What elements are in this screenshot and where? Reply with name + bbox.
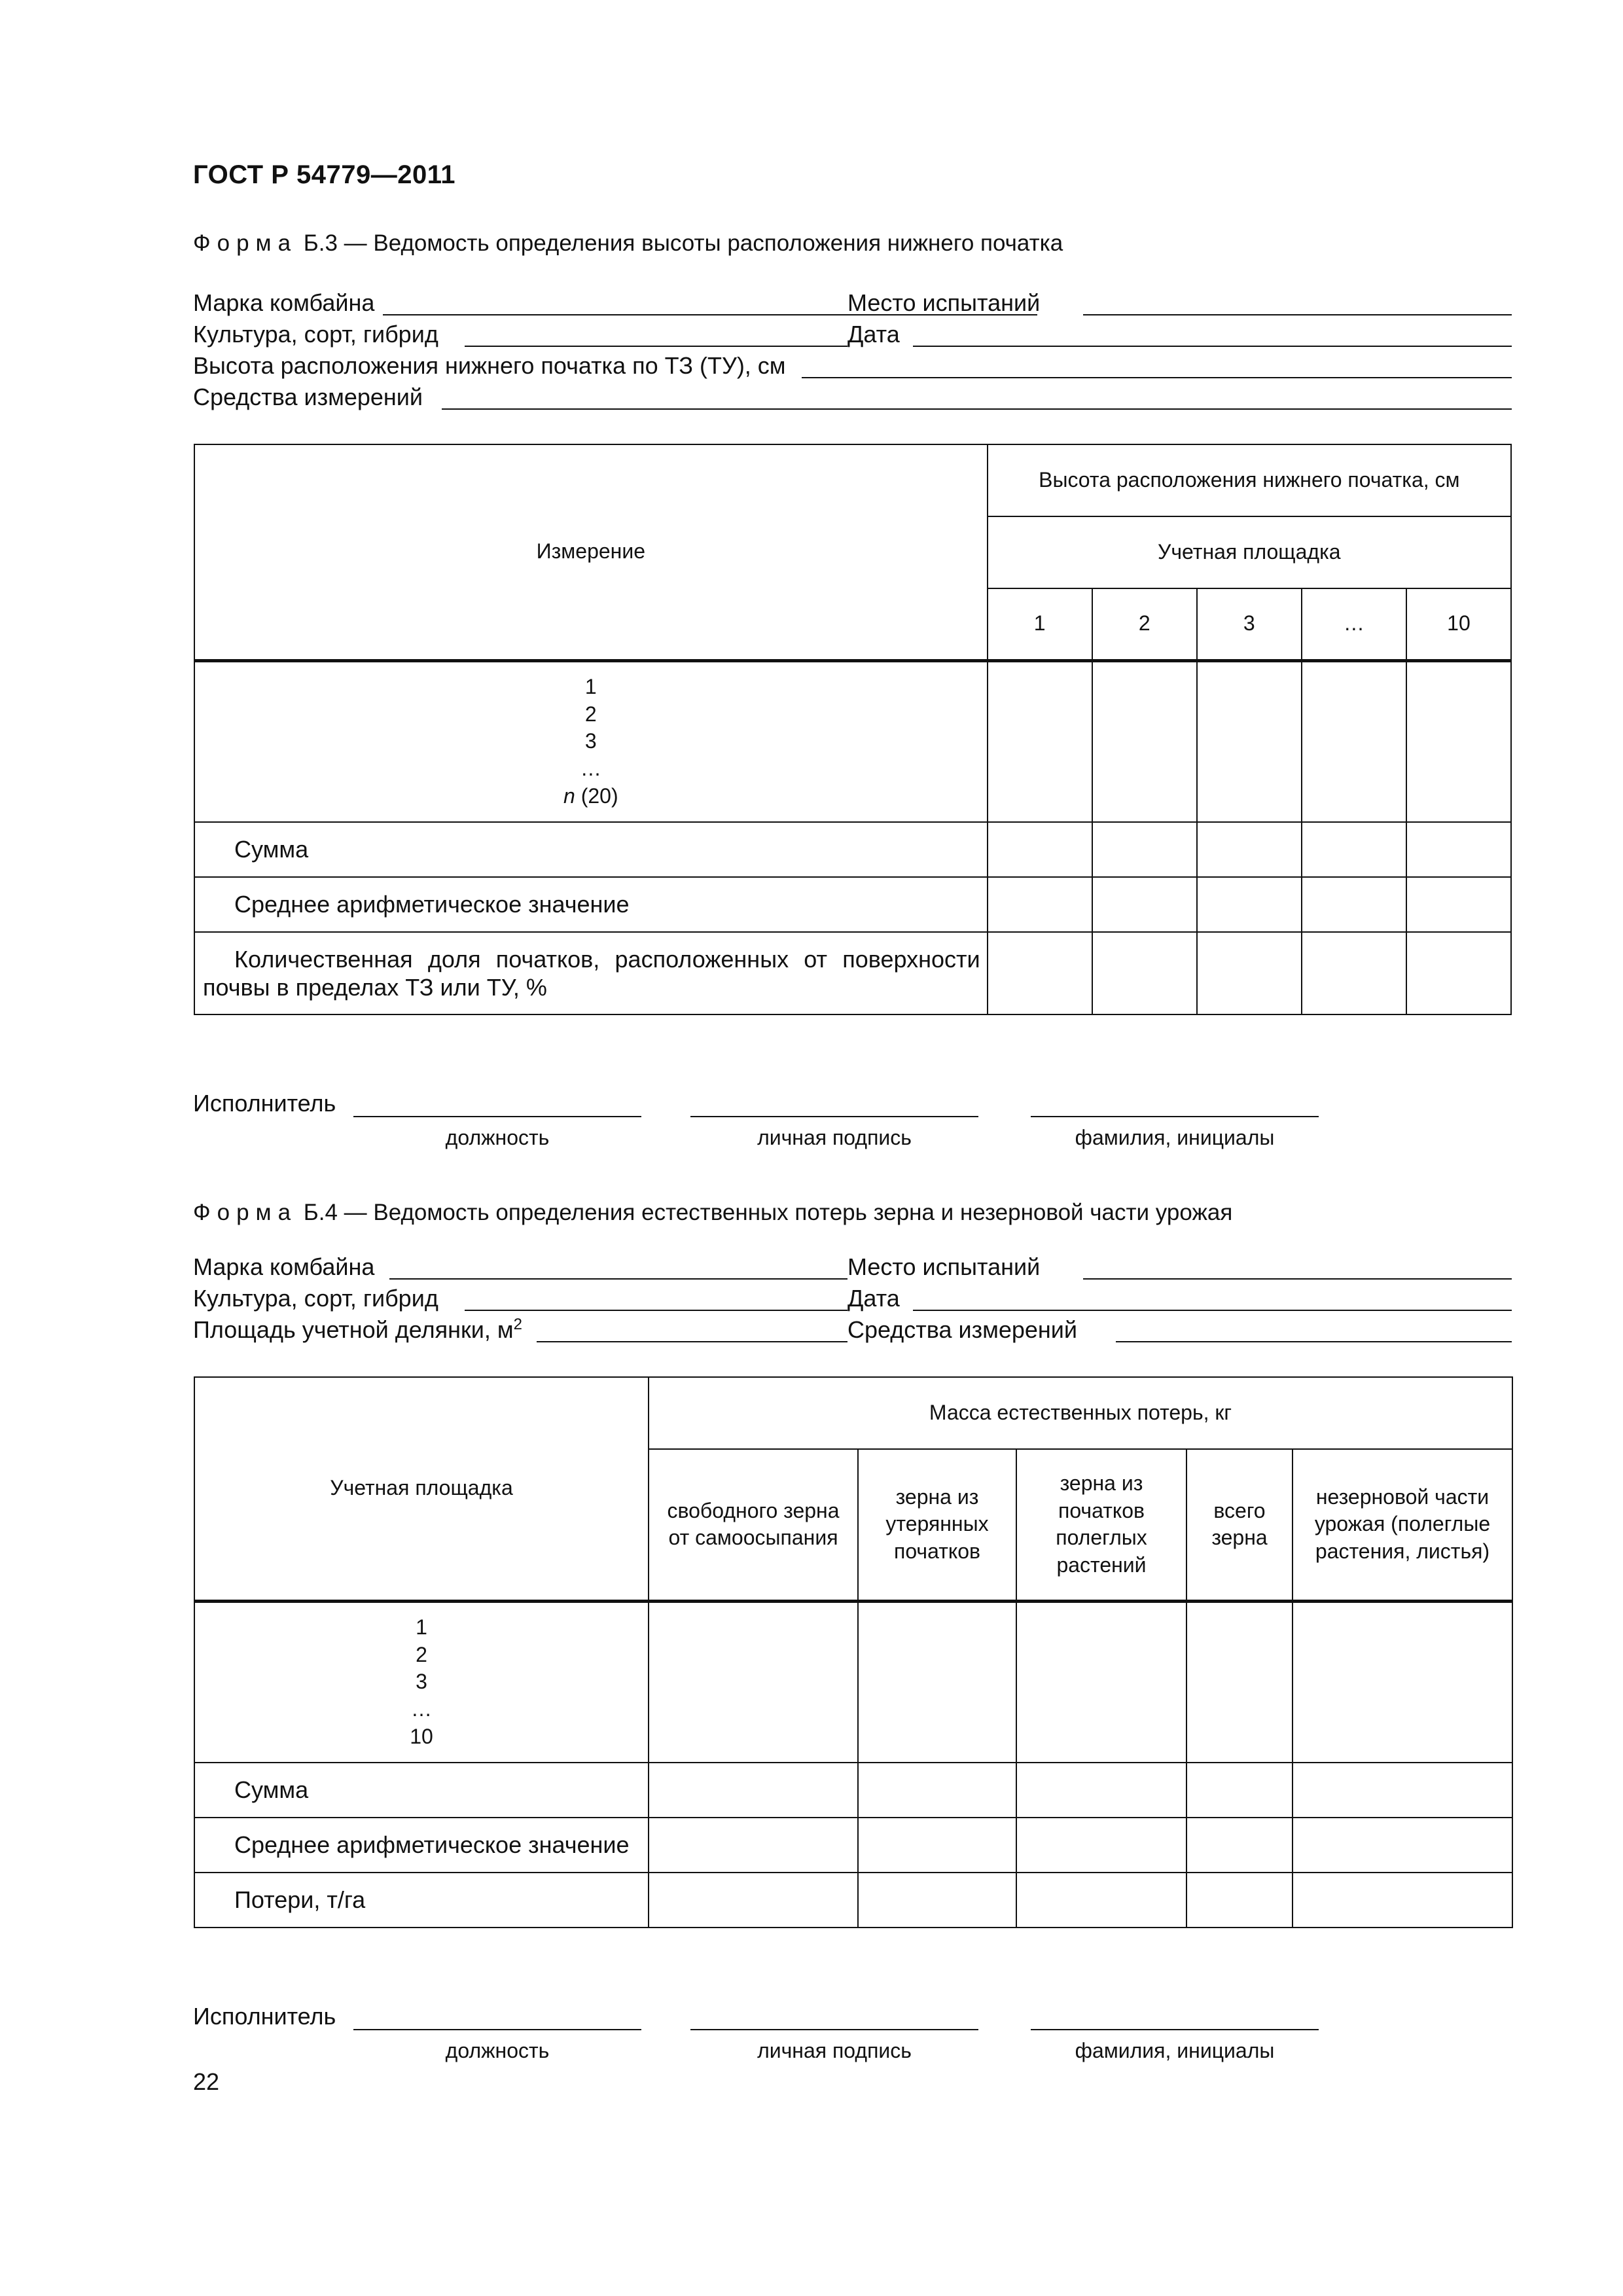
- sum-row-label: Сумма: [194, 822, 988, 877]
- data-cell[interactable]: [1293, 1601, 1512, 1763]
- col-measure-header: Измерение: [194, 444, 988, 660]
- data-cell[interactable]: [988, 822, 1092, 877]
- data-cell[interactable]: [1302, 877, 1406, 932]
- data-cell[interactable]: [1406, 932, 1511, 1014]
- crop-field[interactable]: [465, 346, 847, 347]
- sub-col-header: незерновой части урожая (полеглые растения, листья): [1293, 1449, 1512, 1601]
- data-cell[interactable]: [1406, 660, 1511, 822]
- area-field[interactable]: [537, 1341, 847, 1342]
- plot-number: …: [1302, 588, 1406, 660]
- data-cell[interactable]: [1186, 1818, 1293, 1873]
- date-field[interactable]: [913, 1310, 1512, 1311]
- data-cell[interactable]: [1197, 660, 1302, 822]
- sum-row-label: Сумма: [194, 1763, 649, 1818]
- data-cell[interactable]: [1302, 932, 1406, 1014]
- document-standard-header: ГОСТ Р 54779—2011: [193, 160, 455, 189]
- form-b3-row-height: [193, 351, 1512, 381]
- measurement-number-last: [195, 783, 987, 810]
- share-row-label: Количественная доля початков, расположенных от поверхности почвы в пределах ТЗ или ТУ, %: [194, 932, 988, 1014]
- data-cell[interactable]: [858, 1818, 1016, 1873]
- place-field[interactable]: [1083, 1278, 1512, 1280]
- means-field[interactable]: [1116, 1341, 1512, 1342]
- means-field[interactable]: [442, 408, 1512, 410]
- page-number: 22: [193, 2068, 220, 2095]
- height-field[interactable]: [802, 377, 1512, 378]
- measurement-n: n: [563, 783, 575, 808]
- form-b4-row-crop: [193, 1283, 1512, 1314]
- data-cell[interactable]: [988, 660, 1092, 822]
- form-b3-title-rest: Б.3 — Ведомость определения высоты расположения нижнего початка: [297, 230, 1063, 256]
- plot-row-number: 10: [410, 1724, 433, 1748]
- form-b3-title-word: Форма: [193, 230, 298, 256]
- form-b4-signature-block: [193, 2003, 1371, 2068]
- place-label: Место испытаний: [847, 289, 1041, 316]
- data-cell[interactable]: [1302, 660, 1406, 822]
- col-mass-header: Масса естественных потерь, кг: [649, 1377, 1512, 1449]
- data-cell[interactable]: [858, 1763, 1016, 1818]
- area-label-sup: 2: [513, 1316, 522, 1333]
- form-b3-row-means: [193, 382, 1512, 412]
- plot-row-number: 2: [416, 1642, 427, 1666]
- data-cell[interactable]: [649, 1601, 858, 1763]
- sub-col-header: всего зерна: [1186, 1449, 1293, 1601]
- signature-field[interactable]: [690, 1116, 978, 1117]
- signature-caption: личная подпись: [757, 2039, 912, 2062]
- sub-col-header: свободного зерна от самоосыпания: [649, 1449, 858, 1601]
- sub-col-header: зерна из початков полеглых растений: [1016, 1449, 1186, 1601]
- col-plot-header: Учетная площадка: [194, 1377, 649, 1601]
- data-cell[interactable]: [1016, 1818, 1186, 1873]
- form-b4-title-rest: Б.4 — Ведомость определения естественных потерь зерна и незерновой части урожая: [297, 1200, 1233, 1225]
- combine-label: Марка комбайна: [193, 289, 375, 316]
- height-label: Высота расположения нижнего початка по ТЗ (ТУ), см: [193, 352, 786, 379]
- data-cell[interactable]: [1186, 1763, 1293, 1818]
- plot-number: 2: [1092, 588, 1197, 660]
- col-plot-header: Учетная площадка: [988, 516, 1511, 588]
- name-caption: фамилия, инициалы: [1075, 2039, 1275, 2062]
- data-cell[interactable]: [858, 1873, 1016, 1928]
- position-field[interactable]: [353, 1116, 641, 1117]
- form-b4-title: [193, 1200, 1232, 1226]
- crop-field[interactable]: [465, 1310, 847, 1311]
- data-cell[interactable]: [1016, 1873, 1186, 1928]
- data-cell[interactable]: [988, 932, 1092, 1014]
- plot-number: 3: [1197, 588, 1302, 660]
- data-cell[interactable]: [1293, 1763, 1512, 1818]
- area-label-text: Площадь учетной делянки, м: [193, 1316, 514, 1343]
- crop-label: Культура, сорт, гибрид: [193, 321, 438, 348]
- place-label: Место испытаний: [847, 1253, 1041, 1280]
- name-field[interactable]: [1031, 1116, 1319, 1117]
- crop-label: Культура, сорт, гибрид: [193, 1285, 438, 1312]
- data-cell[interactable]: [1016, 1763, 1186, 1818]
- measurement-n-count: (20): [575, 783, 618, 808]
- plot-number: 10: [1406, 588, 1511, 660]
- plot-row-number: …: [411, 1697, 432, 1721]
- data-cell[interactable]: [1197, 822, 1302, 877]
- data-cell[interactable]: [1092, 932, 1197, 1014]
- area-label: [193, 1316, 522, 1344]
- executor-label: Исполнитель: [193, 1090, 336, 1117]
- executor-label: Исполнитель: [193, 2003, 336, 2030]
- data-cell[interactable]: [1092, 822, 1197, 877]
- data-cell[interactable]: [649, 1873, 858, 1928]
- measurement-number: 2: [584, 702, 597, 726]
- name-field[interactable]: [1031, 2029, 1319, 2030]
- name-caption: фамилия, инициалы: [1075, 1126, 1275, 1149]
- form-b4-table: [194, 1376, 1513, 1928]
- plot-numbers-cell: [194, 1601, 649, 1763]
- combine-label: Марка комбайна: [193, 1253, 375, 1280]
- data-cell[interactable]: [1293, 1873, 1512, 1928]
- means-label: Средства измерений: [193, 384, 423, 410]
- data-cell[interactable]: [1016, 1601, 1186, 1763]
- measurement-numbers-cell: [194, 660, 988, 822]
- mean-row-label: Среднее арифметическое значение: [194, 1818, 649, 1873]
- measurement-number: …: [580, 757, 601, 781]
- form-b4-row-combine: [193, 1252, 1512, 1282]
- data-cell[interactable]: [649, 1818, 858, 1873]
- data-cell[interactable]: [1186, 1601, 1293, 1763]
- mean-row-label: Среднее арифметическое значение: [194, 877, 988, 932]
- position-field[interactable]: [353, 2029, 641, 2030]
- plot-number: 1: [988, 588, 1092, 660]
- position-caption: должность: [445, 2039, 550, 2062]
- position-caption: должность: [445, 1126, 550, 1149]
- date-label: Дата: [847, 1285, 900, 1312]
- data-cell[interactable]: [1197, 932, 1302, 1014]
- data-cell[interactable]: [1406, 877, 1511, 932]
- col-height-header: Высота расположения нижнего початка, см: [988, 444, 1511, 516]
- form-b3-title: [193, 230, 1063, 257]
- measurement-number: 3: [584, 729, 597, 753]
- signature-field[interactable]: [690, 2029, 978, 2030]
- data-cell[interactable]: [1186, 1873, 1293, 1928]
- form-b4-title-word: Форма: [193, 1200, 298, 1225]
- data-cell[interactable]: [649, 1763, 858, 1818]
- combine-field[interactable]: [389, 1278, 847, 1280]
- data-cell[interactable]: [1293, 1818, 1512, 1873]
- losses-row-label: Потери, т/га: [194, 1873, 649, 1928]
- data-cell[interactable]: [1092, 660, 1197, 822]
- date-label: Дата: [847, 321, 900, 348]
- form-b3-table: [194, 444, 1512, 1015]
- data-cell[interactable]: [1092, 877, 1197, 932]
- form-b3-row-crop: [193, 319, 1512, 350]
- data-cell[interactable]: [988, 877, 1092, 932]
- plot-row-number: 3: [416, 1670, 427, 1694]
- data-cell[interactable]: [858, 1601, 1016, 1763]
- sub-col-header: зерна из утерянных початков: [858, 1449, 1016, 1601]
- form-b4-row-area: [193, 1315, 1512, 1345]
- signature-caption: личная подпись: [757, 1126, 912, 1149]
- data-cell[interactable]: [1406, 822, 1511, 877]
- place-field[interactable]: [1083, 314, 1512, 315]
- data-cell[interactable]: [1197, 877, 1302, 932]
- plot-row-number: 1: [416, 1615, 427, 1640]
- date-field[interactable]: [913, 346, 1512, 347]
- form-b3-row-combine: [193, 288, 1512, 318]
- measurement-number: 1: [584, 675, 597, 699]
- means-label: Средства измерений: [847, 1316, 1078, 1343]
- form-b3-signature-block: [193, 1090, 1371, 1155]
- data-cell[interactable]: [1302, 822, 1406, 877]
